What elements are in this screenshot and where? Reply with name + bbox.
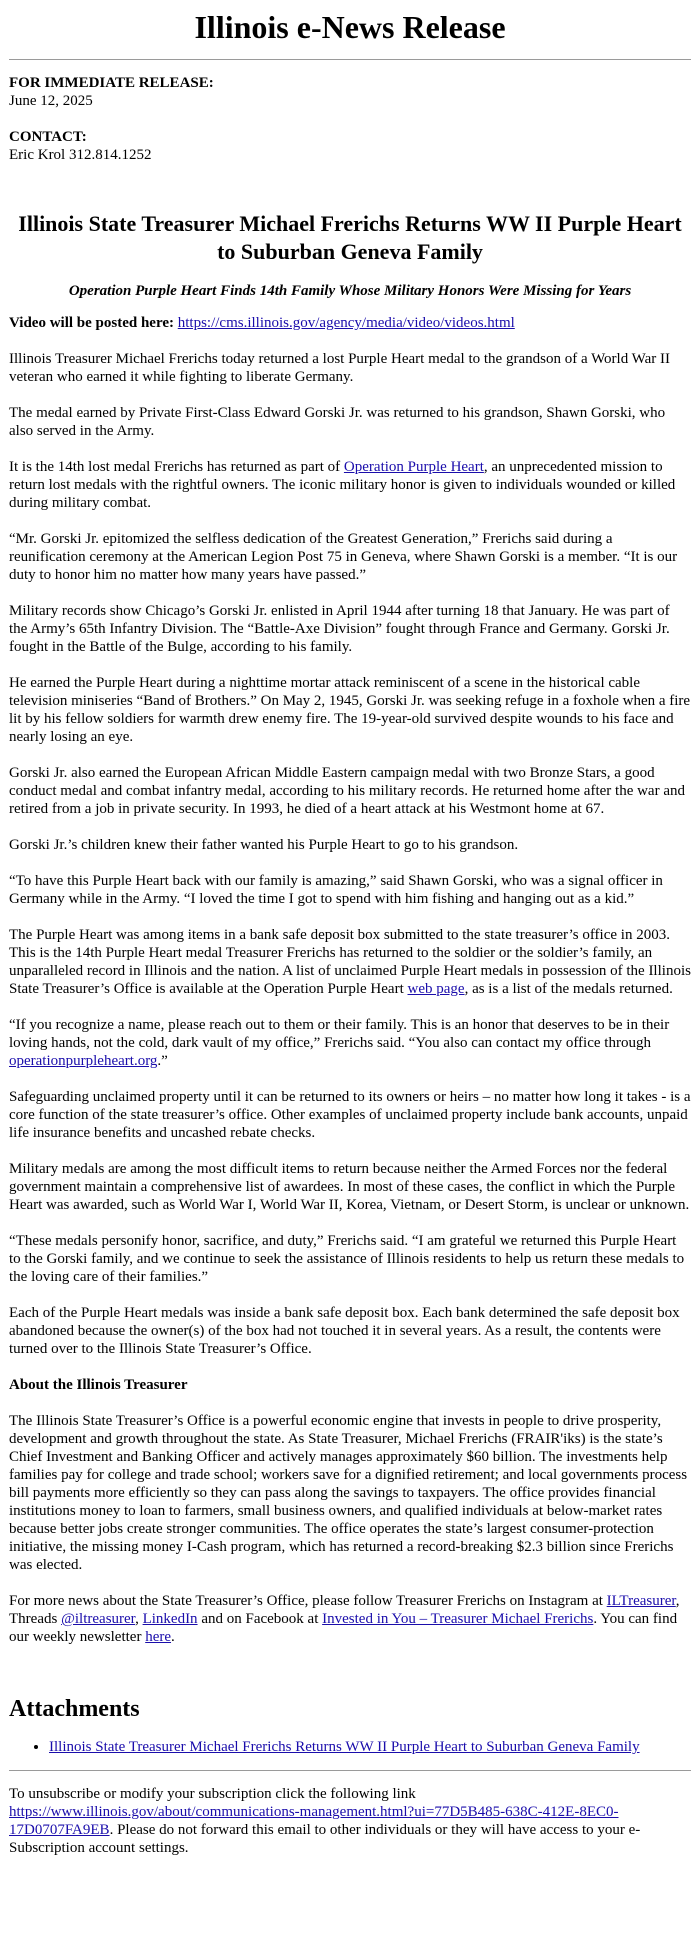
paragraph-2: The medal earned by Private First-Class Edward Gorski Jr. was returned to his grandson, Shawn Gorski, who also served in the Army. <box>9 405 666 439</box>
unsubscribe-link[interactable]: https://www.illinois.gov/about/communications-management.html?ui=77D5B485-638C-412E-8EC0-17D0707FA9EB <box>9 1804 619 1838</box>
social-text-6: . <box>171 1629 175 1645</box>
social-text-5: . You can find our weekly newsletter <box>9 1611 678 1645</box>
video-label: Video will be posted here: <box>9 315 174 331</box>
paragraph-1: Illinois Treasurer Michael Frerichs today returned a lost Purple Heart medal to the grandson of a World War II veteran who earned it while fighting to liberate Germany. <box>9 351 671 385</box>
footer <box>9 1785 691 1867</box>
social-text-3: , <box>135 1611 143 1627</box>
video-line <box>9 314 691 332</box>
facebook-link[interactable]: Invested in You – Treasurer Michael Frerichs <box>322 1611 594 1627</box>
unsubscribe-text-b: . Please do not forward this email to other individuals or they will have access to your e-Subscription account settings. <box>9 1822 641 1856</box>
unsubscribe-text-a: To unsubscribe or modify your subscription click the following link <box>9 1786 416 1802</box>
linkedin-link[interactable]: LinkedIn <box>142 1611 198 1627</box>
release-date-block <box>9 74 691 110</box>
contact-info: Eric Krol 312.814.1252 <box>9 147 152 163</box>
about-heading: About the Illinois Treasurer <box>9 1377 188 1393</box>
operationpurpleheart-link[interactable]: operationpurpleheart.org <box>9 1053 158 1069</box>
contact-block <box>9 128 691 164</box>
paragraph-10-text-b: , as is a list of the medals returned. <box>464 981 673 997</box>
social-text-2: , Threads <box>9 1593 680 1627</box>
paragraph-15: Each of the Purple Heart medals was inside a bank safe deposit box. Each bank determined the safe deposit box abandoned because the owner(s) of the box had not touched it in several years. As a result, the contents were turned over to the Illinois State Treasurer’s Office. <box>9 1305 680 1357</box>
newsletter-link[interactable]: here <box>145 1629 172 1645</box>
paragraph-3-text-b: , an unprecedented mission to return lost medals with the rightful owners. The iconic military honor is given to individuals wounded or killed during military combat. <box>9 459 676 511</box>
instagram-link[interactable]: ILTreasurer <box>606 1593 676 1609</box>
release-date: June 12, 2025 <box>9 93 93 109</box>
paragraph-5: Military records show Chicago’s Gorski Jr. enlisted in April 1944 after turning 18 that January. He was part of the Army’s 65th Infantry Division. The “Battle-Axe Division” fought through France and Germany. Gorski Jr. fought in the Battle of the Bulge, according to his family. <box>9 603 670 655</box>
release-meta <box>9 74 691 164</box>
article-headline: Illinois State Treasurer Michael Frerichs Returns WW II Purple Heart to Suburban Geneva Family <box>18 211 682 264</box>
paragraph-11-text-a: “If you recognize a name, please reach out to them or their family. This is an honor that deserves to be in their loving hands, not the cold, dark vault of my office,” Frerichs said. “You also can contact my office through <box>9 1017 670 1051</box>
social-text-4: and on Facebook at <box>197 1611 323 1627</box>
release-label: FOR IMMEDIATE RELEASE: <box>9 75 214 91</box>
attachment-link[interactable]: Illinois State Treasurer Michael Frerichs Returns WW II Purple Heart to Suburban Geneva Family <box>49 1739 640 1755</box>
contact-label: CONTACT: <box>9 129 87 145</box>
paragraph-8: Gorski Jr.’s children knew their father wanted his Purple Heart to go to his grandson. <box>9 837 519 853</box>
paragraph-6: He earned the Purple Heart during a nighttime mortar attack reminiscent of a scene in the historical cable television miniseries “Band of Brothers.” On May 2, 1945, Gorski Jr. was seeking refuge in a foxhole when a fire lit by his fellow soldiers for warmth drew enemy fire. The 19-year-old survived despite wounds to his face and nearly losing an eye. <box>9 675 691 745</box>
paragraph-7: Gorski Jr. also earned the European African Middle Eastern campaign medal with two Bronze Stars, a good conduct medal and combat infantry medal, according to his military records. He returned home after the war and retired from a job in private security. In 1993, he died of a heart attack at his Westmont home at 67. <box>9 765 685 817</box>
attachments-heading: Attachments <box>9 1696 140 1722</box>
attachment-item <box>49 1738 691 1756</box>
paragraph-12: Safeguarding unclaimed property until it can be returned to its owners or heirs – no matter how long it takes - is a core function of the state treasurer’s office. Other examples of unclaimed property include bank accounts, unpaid life insurance benefits and uncashed rebate checks. <box>9 1089 691 1141</box>
paragraph-14: “These medals personify honor, sacrifice, and duty,” Frerichs said. “I am grateful we returned this Purple Heart to the Gorski family, and we continue to seek the assistance of Illinois residents to help us return these medals to the loving care of their families.” <box>9 1233 685 1285</box>
about-paragraph: The Illinois State Treasurer’s Office is a powerful economic engine that invests in people to drive prosperity, development and growth throughout the state. As State Treasurer, Michael Frerichs (FRAIR'iks) is the state’s Chief Investment and Banking Officer and actively manages approximately $60 billion. The investments help families pay for college and trade school; workers save for a dignified retirement; and local governments process bill payments more efficiently so they can pass along the savings to taxpayers. The office provides financial institutions money to loan to farmers, small business owners, and qualified individuals at below-market rates because better jobs create stronger communities. The office operates the state’s largest consumer-protection initiative, the missing money I-Cash program, which has returned a record-breaking $2.3 billion since Frerichs was elected. <box>9 1413 688 1573</box>
video-link[interactable]: https://cms.illinois.gov/agency/media/video/videos.html <box>177 315 515 331</box>
unsubscribe-paragraph <box>9 1785 691 1857</box>
attachments-list <box>9 1738 691 1756</box>
operation-purple-heart-link[interactable]: Operation Purple Heart <box>343 459 484 475</box>
paragraph-13: Military medals are among the most difficult items to return because neither the Armed Forces nor the federal government maintain a comprehensive list of awardees. In most of these cases, the conflict in which the Purple Heart was awarded, such as World War I, World War II, Korea, Vietnam, or Desert Storm, is unclear or unknown. <box>9 1161 690 1213</box>
paragraph-11 <box>9 1016 691 1070</box>
paragraph-10 <box>9 926 691 998</box>
paragraph-4: “Mr. Gorski Jr. epitomized the selfless dedication of the Greatest Generation,” Frerichs said during a reunification ceremony at the American Legion Post 75 in Geneva, where Shawn Gorski is a member. “It is our duty to honor him no matter how many years have passed.” <box>9 531 678 583</box>
paragraph-3 <box>9 458 691 512</box>
footer-divider <box>9 1770 691 1771</box>
paragraph-3-text-a: It is the 14th lost medal Frerichs has returned as part of <box>9 459 344 475</box>
paragraph-11-text-b: .” <box>157 1053 168 1069</box>
threads-link[interactable]: @iltreasurer <box>61 1611 136 1627</box>
social-paragraph <box>9 1592 691 1646</box>
page <box>0 7 700 1867</box>
social-text-1: For more news about the State Treasurer’s Office, please follow Treasurer Frerichs on Instagram at <box>9 1593 607 1609</box>
page-title: Illinois e-News Release <box>194 9 506 45</box>
paragraph-9: “To have this Purple Heart back with our family is amazing,” said Shawn Gorski, who was a signal officer in Germany while in the Army. “I loved the time I got to spend with him fishing and hanging out as a kid.” <box>9 873 663 907</box>
web-page-link[interactable]: web page <box>407 981 465 997</box>
header-divider <box>9 59 691 60</box>
paragraph-10-text-a: The Purple Heart was among items in a bank safe deposit box submitted to the state treasurer’s office in 2003. This is the 14th Purple Heart medal Treasurer Frerichs has returned to the soldier or the soldier’s family, an unparalleled record in Illinois and the nation. A list of unclaimed Purple Heart medals in possession of the Illinois State Treasurer’s Office is available at the Operation Purple Heart <box>9 927 691 997</box>
article-subhead: Operation Purple Heart Finds 14th Family Whose Military Honors Were Missing for Years <box>68 283 632 299</box>
